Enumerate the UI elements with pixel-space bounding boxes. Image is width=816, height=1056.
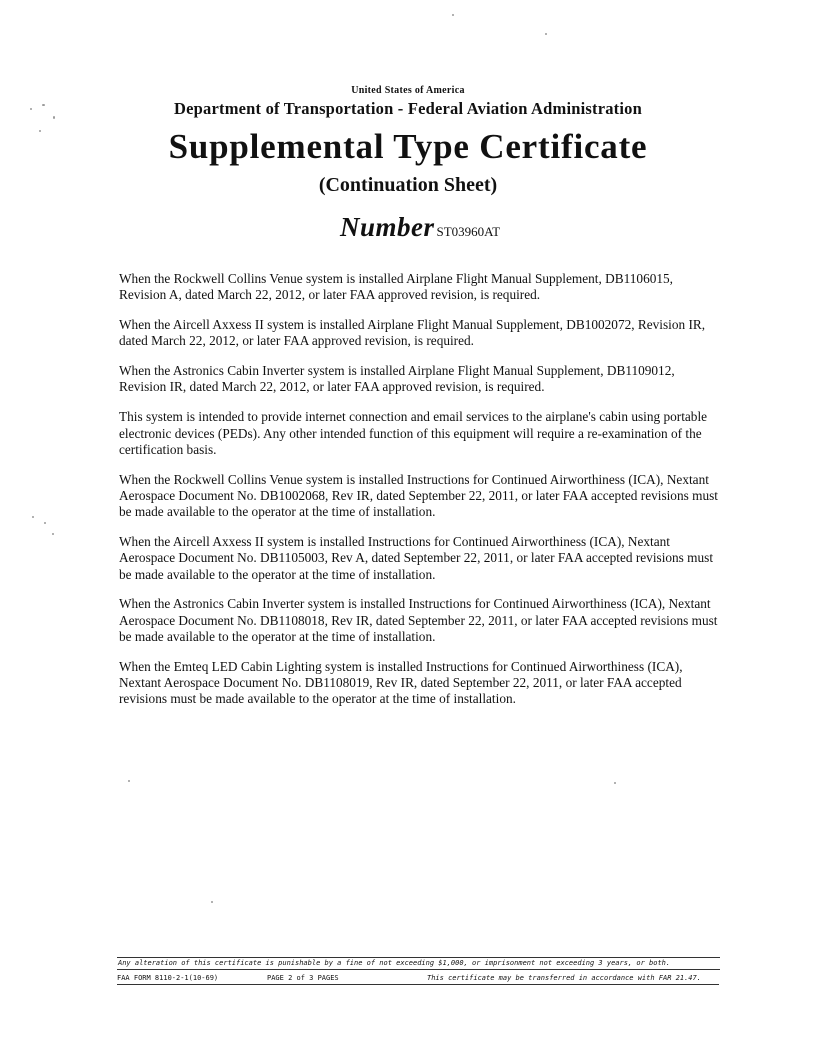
paragraph: When the Aircell Axxess II system is installed Airplane Flight Manual Supplement, DB1002072, Revision IR, dated March 22, 2012, or later FAA approved revision, is required. [119, 317, 706, 349]
page-indicator: PAGE 2 of 3 PAGES [267, 974, 339, 982]
certificate-number [340, 212, 500, 243]
scan-speck [614, 782, 616, 784]
scan-speck [128, 780, 130, 782]
scan-speck [44, 522, 46, 524]
number-value: ST03960AT [436, 224, 501, 239]
certificate-body [119, 271, 719, 721]
paragraph: When the Astronics Cabin Inverter system is installed Instructions for Continued Airworthiness (ICA), Nextant Aerospace Document No. DB1108018, Rev IR, dated September 22, 2011, or later FAA accepted revisions must be made available to the operator at the time of installation. [119, 596, 718, 645]
number-label: Number [340, 212, 435, 242]
certificate-title: Supplemental Type Certificate [168, 127, 648, 166]
form-number: FAA FORM 8110-2-1(10-69) [117, 974, 219, 982]
scan-speck [32, 516, 34, 518]
paragraph: When the Aircell Axxess II system is installed Instructions for Continued Airworthiness (ICA), Nextant Aerospace Document No. DB1105003, Rev A, dated September 22, 2011, or later FAA accepted revisions must be made available to the operator at the time of installation. [119, 534, 714, 582]
department-heading: Department of Transportation - Federal Aviation Administration [174, 99, 642, 118]
paragraph: When the Rockwell Collins Venue system is installed Airplane Flight Manual Supplement, DB1106015, Revision A, dated March 22, 2012, or later FAA approved revision, is required. [119, 271, 673, 303]
country-heading: United States of America [351, 85, 465, 96]
alteration-warning: Any alteration of this certificate is punishable by a fine of not exceeding $1,000, or imprisonment not exceeding 3 years, or both. [117, 957, 720, 970]
scan-speck [545, 33, 547, 35]
form-footer [117, 974, 719, 985]
continuation-subtitle: (Continuation Sheet) [318, 174, 498, 196]
paragraph: When the Rockwell Collins Venue system is installed Instructions for Continued Airworthiness (ICA), Nextant Aerospace Document No. DB1002068, Rev IR, dated September 22, 2011, or later FAA accepted revisions must be made available to the operator at the time of installation. [119, 471, 718, 520]
paragraph: When the Astronics Cabin Inverter system is installed Airplane Flight Manual Supplement, DB1109012, Revision IR, dated March 22, 2012, or later FAA approved revision, is required. [119, 363, 675, 395]
scan-speck [452, 14, 454, 16]
paragraph: When the Emteq LED Cabin Lighting system is installed Instructions for Continued Airworthiness (ICA), Nextant Aerospace Document No. DB1108019, Rev IR, dated September 22, 2011, or later FAA accepted revisions must be made available to the operator at the time of installation. [119, 658, 683, 707]
scan-speck [211, 901, 213, 903]
paragraph: This system is intended to provide internet connection and email services to the airplane's cabin using portable electronic devices (PEDs). Any other intended function of this equipment will require a re-examination of the certification basis. [119, 409, 708, 457]
transfer-note: This certificate may be transferred in accordance with FAR 21.47. [427, 974, 701, 982]
scan-speck [52, 533, 54, 535]
